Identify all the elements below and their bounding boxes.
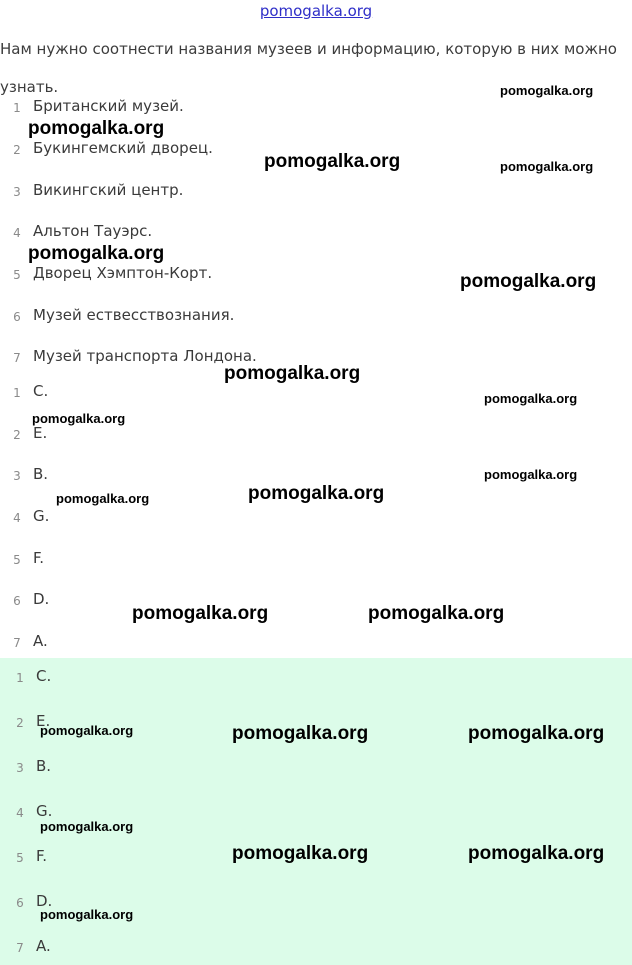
watermark: pomogalka.org — [40, 907, 134, 922]
watermark: pomogalka.org — [484, 391, 578, 406]
item-text: G. — [36, 802, 53, 820]
watermark: pomogalka.org — [40, 723, 134, 738]
item-text: F. — [33, 549, 44, 567]
item-text: Дворец Хэмптон-Корт. — [33, 264, 213, 282]
item-text: Британский музей. — [33, 97, 184, 115]
watermark: pomogalka.org — [500, 83, 594, 98]
item-number: 5 — [13, 553, 21, 567]
item-text: B. — [36, 757, 52, 775]
item-number: 4 — [16, 806, 24, 820]
item-text: Викингский центр. — [33, 181, 184, 199]
item-text: C. — [36, 667, 52, 685]
item-text: G. — [33, 507, 50, 525]
item-text: E. — [36, 712, 51, 730]
item-text: Музей транспорта Лондона. — [33, 347, 257, 365]
site-header-link[interactable]: pomogalka.org — [259, 2, 373, 20]
watermark: pomogalka.org — [28, 118, 165, 139]
watermark: pomogalka.org — [368, 603, 505, 624]
item-text: F. — [36, 847, 47, 865]
item-number: 1 — [13, 101, 21, 115]
watermark: pomogalka.org — [484, 467, 578, 482]
item-number: 7 — [13, 351, 21, 365]
item-number: 6 — [13, 594, 21, 608]
item-number: 7 — [13, 636, 21, 650]
item-number: 1 — [16, 671, 24, 685]
item-number: 2 — [16, 716, 24, 730]
watermark: pomogalka.org — [56, 491, 150, 506]
item-text: Букингемский дворец. — [33, 139, 213, 157]
watermark: pomogalka.org — [460, 271, 597, 292]
item-text: Музей ествесствознания. — [33, 306, 235, 324]
watermark: pomogalka.org — [500, 159, 594, 174]
item-text: A. — [33, 632, 48, 650]
item-text: D. — [36, 892, 53, 910]
watermark: pomogalka.org — [32, 411, 126, 426]
item-number: 7 — [16, 941, 24, 955]
task-intro: Нам нужно соотнести названия музеев и информацию, которую в них можно узнать. — [0, 40, 617, 96]
watermark: pomogalka.org — [248, 483, 385, 504]
item-number: 6 — [16, 896, 24, 910]
item-number: 1 — [13, 386, 21, 400]
watermark: pomogalka.org — [132, 603, 269, 624]
item-text: E. — [33, 424, 48, 442]
item-text: D. — [33, 590, 50, 608]
item-number: 2 — [13, 143, 21, 157]
item-text: B. — [33, 465, 49, 483]
item-number: 3 — [13, 469, 21, 483]
item-number: 6 — [13, 310, 21, 324]
watermark: pomogalka.org — [232, 723, 369, 744]
item-text: Альтон Тауэрс. — [33, 222, 153, 240]
watermark: pomogalka.org — [232, 843, 369, 864]
item-number: 4 — [13, 226, 21, 240]
item-number: 3 — [13, 185, 21, 199]
watermark: pomogalka.org — [28, 243, 165, 264]
watermark: pomogalka.org — [468, 843, 605, 864]
watermark: pomogalka.org — [264, 151, 401, 172]
item-number: 5 — [13, 268, 21, 282]
watermark: pomogalka.org — [40, 819, 134, 834]
item-number: 5 — [16, 851, 24, 865]
item-number: 4 — [13, 511, 21, 525]
item-text: A. — [36, 937, 51, 955]
watermark: pomogalka.org — [468, 723, 605, 744]
item-number: 2 — [13, 428, 21, 442]
item-text: C. — [33, 382, 49, 400]
item-number: 3 — [16, 761, 24, 775]
watermark: pomogalka.org — [224, 363, 361, 384]
